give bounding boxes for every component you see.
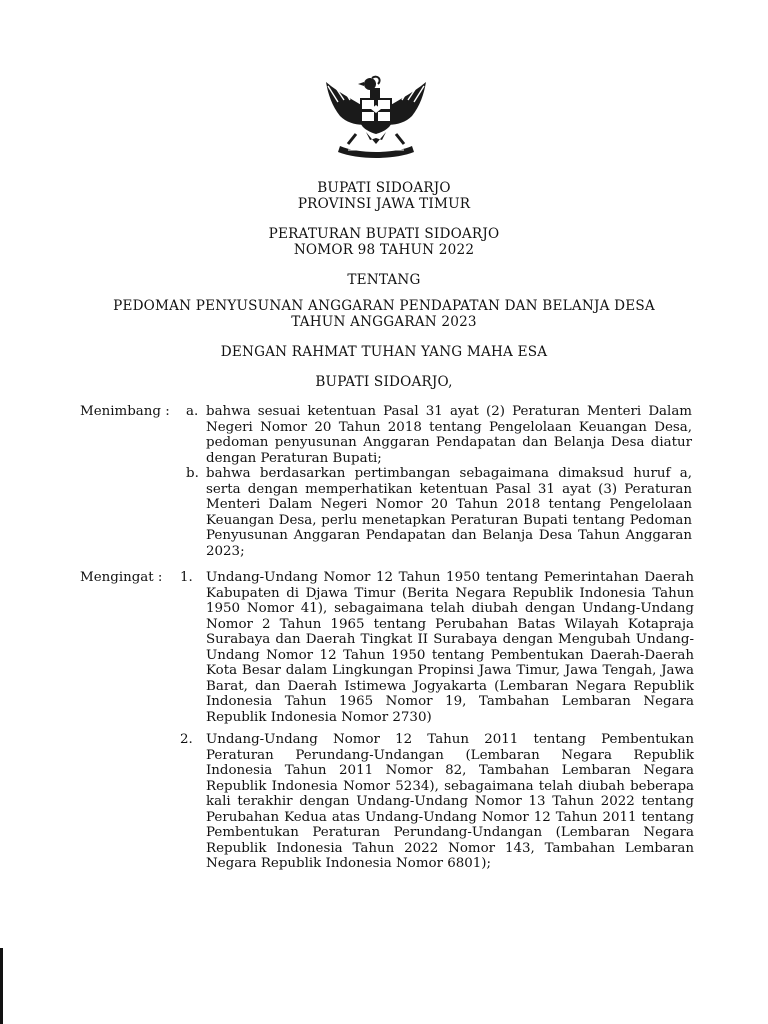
menimbang-item-text: bahwa berdasarkan pertimbangan sebagaimana dimaksud huruf a, serta dengan memperhatikan ketentuan Pasal 31 ayat (3) Peraturan Menteri Dalam Negeri Nomor 20 Tahun 2018 tentang Pengelolaan Keuangan Desa, perlu menetapkan Peraturan Bupati tentang Pedoman Penyusunan Anggaran Pendapatan dan Belanja Desa Tahun Anggaran 2023;: [206, 466, 692, 559]
blessing-line: DENGAN RAHMAT TUHAN YANG MAHA ESA: [220, 344, 548, 360]
menimbang-label: Menimbang :: [80, 404, 170, 419]
subject-line-1: PEDOMAN PENYUSUNAN ANGGARAN PENDAPATAN DAN BELANJA DESA: [113, 298, 655, 314]
regulation-title: PERATURAN BUPATI SIDOARJO: [268, 226, 500, 242]
subject-line-2: TAHUN ANGGARAN 2023: [291, 314, 477, 330]
mengingat-item-text: Undang-Undang Nomor 12 Tahun 1950 tentang Pemerintahan Daerah Kabupaten di Djawa Timur (Berita Negara Republik Indonesia Tahun 1950 Nomor 41), sebagaimana telah diubah dengan Undang-Undang Nomor 2 Tahun 1965 tentang Perubahan Batas Wilayah Kotapraja Surabaya dan Daerah Tingkat II Surabaya dengan Mengubah Undang-Undang Nomor 12 Tahun 1950 tentang Pembentukan Daerah-Daerah Kota Besar dalam Lingkungan Propinsi Jawa Timur, Jawa Tengah, Jawa Barat, dan Daerah Istimewa Jogyakarta (Lembaran Negara Republik Indonesia Tahun 1965 Nomor 19, Tambahan Lembaran Negara Republik Indonesia Nomor 2730): [206, 570, 694, 725]
issuer-heading: BUPATI SIDOARJO: [317, 180, 451, 196]
regulation-number: NOMOR 98 TAHUN 2022: [293, 242, 475, 258]
menimbang-item-marker: a.: [186, 404, 199, 419]
garuda-emblem-icon: [318, 72, 434, 160]
mengingat-item-marker: 2.: [180, 732, 193, 747]
about-label: TENTANG: [347, 272, 421, 288]
menimbang-item-marker: b.: [186, 466, 199, 481]
mengingat-item-text: Undang-Undang Nomor 12 Tahun 2011 tentang Pembentukan Peraturan Perundang-Undangan (Lembaran Negara Republik Indonesia Tahun 2011 Nomor 82, Tambahan Lembaran Negara Republik Indonesia Nomor 5234), sebagaimana telah diubah beberapa kali terakhir dengan Undang-Undang Nomor 13 Tahun 2022 tentang Perubahan Kedua atas Undang-Undang Nomor 12 Tahun 2011 tentang Pembentukan Peraturan Perundang-Undangan (Lembaran Negara Republik Indonesia Tahun 2022 Nomor 143, Tambahan Lembaran Negara Republik Indonesia Nomor 6801);: [206, 732, 694, 871]
province-heading: PROVINSI JAWA TIMUR: [297, 196, 471, 212]
mengingat-item-marker: 1.: [180, 570, 193, 585]
mengingat-label: Mengingat :: [80, 570, 163, 585]
scan-edge-mark: [0, 948, 3, 1024]
signatory-line: BUPATI SIDOARJO,: [315, 374, 453, 390]
menimbang-item-text: bahwa sesuai ketentuan Pasal 31 ayat (2) Peraturan Menteri Dalam Negeri Nomor 20 Tahun 2018 tentang Pengelolaan Keuangan Desa, pedoman penyusunan Anggaran Pendapatan dan Belanja Desa diatur dengan Peraturan Bupati;: [206, 404, 692, 466]
